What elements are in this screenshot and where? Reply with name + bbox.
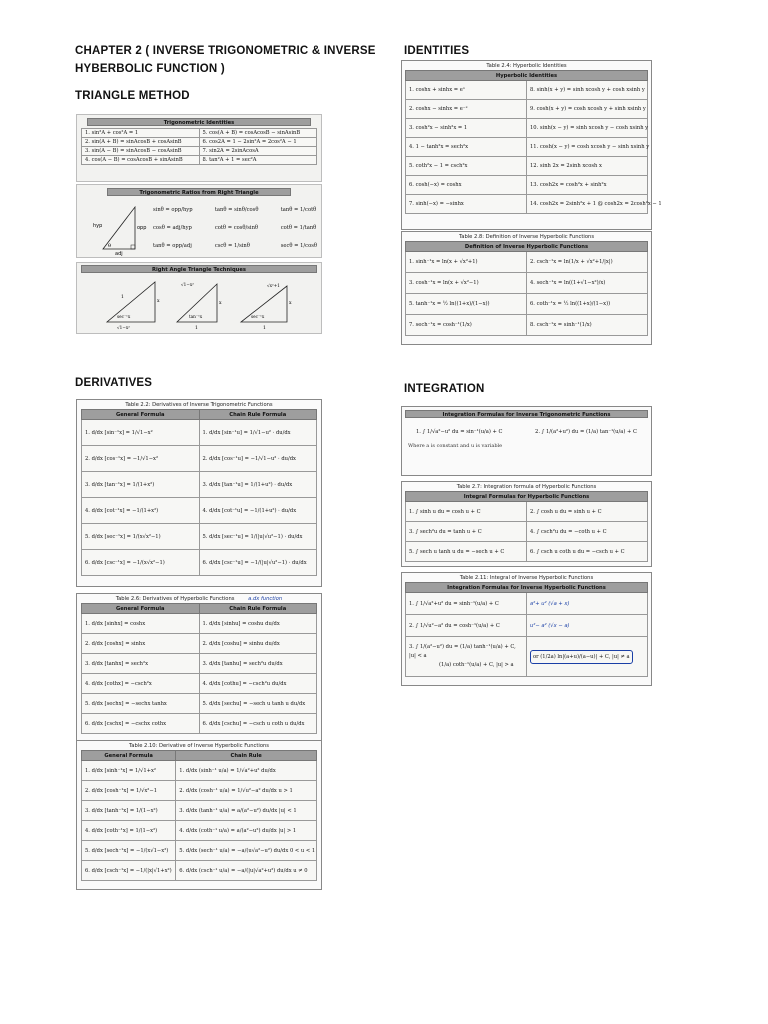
table-cell: 5. d/dx [sech⁻¹x] = −1/(x√1−x²)	[82, 841, 176, 861]
table-cell: 5. coth²x − 1 = csch²x	[406, 157, 527, 176]
deriv-inv-hyp-table	[81, 750, 317, 881]
col-header-general: General Formula	[82, 410, 200, 420]
ratio-cos: cosθ = adj/hyp	[153, 225, 192, 231]
table-cell: 4. cos(A − B) = cosAcosB + sinAsinB	[82, 156, 200, 165]
table-cell: 5. tanh⁻¹x = ½ ln((1+x)/(1−x))	[406, 294, 527, 315]
integ-inv-trig-block	[401, 406, 652, 476]
table-cell: 8. csch⁻¹x = sinh⁻¹(1/x)	[527, 315, 648, 336]
hyp-identities-header: Hyperbolic Identities	[406, 71, 648, 81]
table-cell: 12. sinh 2x = 2sinh xcosh x	[527, 157, 648, 176]
integ-hyp-header: Integral Formulas for Hyperbolic Functions	[406, 492, 648, 502]
trig-identities-panel	[76, 114, 322, 182]
table-cell: 3. cosh⁻¹x = ln(x + √x²−1)	[406, 273, 527, 294]
table-cell: 4. 1 − tanh²x = sech²x	[406, 138, 527, 157]
table-cell: 3. d/dx [tanhu] = sech²u du/dx	[199, 654, 317, 674]
table-cell	[527, 615, 648, 637]
r3-ln-form: or (1/2a) ln|(a+u)/(a−u)| + C, |u| ≠ a	[530, 650, 633, 664]
table-cell: 5. cos(A + B) = cosAcosB − sinAsinB	[199, 129, 317, 138]
triangle-3	[241, 283, 292, 331]
t1-side: x	[157, 299, 160, 304]
table-cell: 4. d/dx [cot⁻¹u] = −1/(1+u²) · du/dx	[199, 498, 317, 524]
handnote-1: a²+ u² (√a + x)	[530, 600, 570, 607]
ratio-tan-2: tanθ = sinθ/cosθ	[214, 207, 259, 213]
table-cell: 3. cosh²x − sinh²x = 1	[406, 119, 527, 138]
t3-angle: sec⁻¹x	[251, 314, 265, 319]
table-cell: 1. d/dx [sinhx] = coshx	[82, 614, 200, 634]
integ-formula-2: 2. ∫ 1/(a²+u²) du = (1/a) tan⁻¹(u/a) + C	[535, 429, 637, 435]
integ-inv-trig-note: Where a is constant and u is variable	[408, 443, 503, 449]
col-header-chain: Chain Rule Formula	[199, 410, 317, 420]
chapter-title	[75, 42, 376, 78]
integ-inv-trig-header: Integration Formulas for Inverse Trigonometric Functions	[405, 410, 648, 418]
trig-ratios-header: Trigonometric Ratios from Right Triangle	[107, 188, 291, 196]
hyp-label: hyp	[93, 223, 103, 229]
table-cell: 14. cosh2x = 2sinh²x + 1 @ cosh2x = 2cosh²x − 1	[527, 195, 648, 214]
t2-base: 1	[195, 326, 198, 331]
table-cell: 4. sech⁻¹x = ln((1+√1−x²)/x)	[527, 273, 648, 294]
table-cell: 6. d/dx [csc⁻¹x] = −1/(x√x²−1)	[82, 550, 200, 576]
table-cell: 3. d/dx [tanh⁻¹x] = 1/(1−x²)	[82, 801, 176, 821]
chapter-title-line1: CHAPTER 2 ( INVERSE TRIGONOMETRIC & INVERSE	[75, 45, 376, 57]
adj-label: adj	[115, 251, 123, 257]
col-header-chain: Chain Rule	[176, 751, 317, 761]
table-cell: 3. d/dx [tan⁻¹x] = 1/(1+x²)	[82, 472, 200, 498]
table-cell: 3. d/dx [tan⁻¹u] = 1/(1+u²) · du/dx	[199, 472, 317, 498]
table-cell: 13. cosh2x = cosh²x + sinh²x	[527, 176, 648, 195]
deriv-inv-hyp-block	[76, 740, 322, 890]
table-cell: 2. csch⁻¹x = ln(1/x + √x²+1/|x|)	[527, 252, 648, 273]
table-cell: 2. d/dx [coshu] = sinhu du/dx	[199, 634, 317, 654]
table-cell: 4. d/dx [cot⁻¹x] = −1/(1+x²)	[82, 498, 200, 524]
ratio-col-2	[215, 201, 259, 255]
table-cell: 6. d/dx (csch⁻¹ u/a) = −a/(|u|√a²+u²) du/dx u ≠ 0	[176, 861, 317, 881]
table-cell: 5. d/dx [sec⁻¹x] = 1/(x√x²−1)	[82, 524, 200, 550]
table-cell: 1. sin²A + cos²A = 1	[82, 129, 200, 138]
t3-base: 1	[263, 326, 266, 331]
ratio-col-3	[281, 201, 317, 255]
t1-hyp: 1	[121, 295, 124, 300]
inv-hyp-def-caption: Table 2.8: Definition of Inverse Hyperbolic Functions	[458, 234, 595, 240]
table-cell: 3. d/dx (tanh⁻¹ u/a) = a/(a²−u²) du/dx |u| < 1	[176, 801, 317, 821]
trig-identities-table	[81, 128, 317, 165]
integ-hyp-table	[405, 491, 648, 562]
table-cell: 1. d/dx [sinhu] = coshu du/dx	[199, 614, 317, 634]
table-cell: 4. d/dx [cothx] = −csch²x	[82, 674, 200, 694]
table-cell: 1. sinh⁻¹x = ln(x + √x²+1)	[406, 252, 527, 273]
t1-angle: sec⁻¹x	[117, 314, 131, 319]
deriv-hyp-caption-row	[77, 596, 321, 602]
integ-formula-1: 1. ∫ 1/√a²−u² du = sin⁻¹(u/a) + C	[416, 429, 503, 435]
table-cell: 1. d/dx [sinh⁻¹x] = 1/√1+x²	[82, 761, 176, 781]
deriv-inv-hyp-caption: Table 2.10: Derivative of Inverse Hyperbolic Functions	[128, 743, 269, 749]
trig-ratios-panel	[76, 184, 322, 258]
table-cell: 6. d/dx [csc⁻¹u] = −1/(|u|√u²−1) · du/dx	[199, 550, 317, 576]
hyp-identities-block	[401, 60, 662, 230]
trig-identities-header: Trigonometric Identities	[87, 118, 311, 126]
deriv-hyp-block	[76, 593, 322, 741]
chapter-title-line2: HYBERBOLIC FUNCTION )	[75, 63, 225, 75]
table-cell: 1. d/dx [sin⁻¹x] = 1/√1−x²	[82, 420, 200, 446]
ratio-tan-3: tanθ = 1/cotθ	[280, 207, 317, 213]
table-cell: 1. d/dx [sin⁻¹u] = 1/√1−u² · du/dx	[199, 420, 317, 446]
inv-hyp-def-table	[405, 241, 648, 336]
table-cell: 8. tan²A + 1 = sec²A	[199, 156, 317, 165]
ratio-columns	[153, 201, 317, 255]
integ-hyp-caption: Table 2.7: Integration formula of Hyperbolic Functions	[456, 484, 597, 490]
right-triangle-diagram	[83, 199, 147, 257]
t2-side: x	[219, 301, 222, 306]
table-cell: 6. ∫ csch u coth u du = −csch u + C	[527, 542, 648, 562]
handnote-2: u²− a² (√x − a)	[530, 622, 570, 629]
table-cell: 2. sin(A + B) = sinAcosB + cosAsinB	[82, 138, 200, 147]
integ-inv-trig-formulas	[402, 421, 651, 435]
table-cell: 7. sinh(−x) = −sinhx	[406, 195, 527, 214]
ratio-col-1	[153, 201, 193, 255]
table-cell: 1. ∫ sinh u du = cosh u + C	[406, 502, 527, 522]
col-header-general: General Formula	[82, 604, 200, 614]
hyp-identities-caption: Table 2.4: Hyperbolic Identities	[486, 63, 567, 69]
theta-label: θ	[108, 243, 112, 249]
triangle-2	[177, 282, 222, 331]
table-cell: 3. sin(A − B) = sinAcosB − cosAsinB	[82, 147, 200, 156]
table-cell: 4. d/dx (coth⁻¹ u/a) = a/(a²−u²) du/dx |u| > 1	[176, 821, 317, 841]
t2-angle: tan⁻¹x	[189, 314, 203, 319]
table-cell: 3. d/dx [tanhx] = sech²x	[82, 654, 200, 674]
r3-coth: (1/a) coth⁻¹(u/a) + C, |u| > a	[439, 662, 514, 668]
table-cell: 2. d/dx [cosh⁻¹x] = 1/√x²−1	[82, 781, 176, 801]
ratio-tan: tanθ = opp/adj	[153, 243, 192, 249]
integ-inv-hyp-block	[401, 572, 652, 686]
table-cell: 2. d/dx [cos⁻¹x] = −1/√1−x²	[82, 446, 200, 472]
ratio-sin: sinθ = opp/hyp	[153, 207, 193, 213]
ratio-cot-2: cotθ = 1/tanθ	[280, 225, 317, 231]
table-cell: 2. coshx − sinhx = e⁻ˣ	[406, 100, 527, 119]
col-header-chain: Chain Rule Formula	[199, 604, 317, 614]
table-cell	[527, 593, 648, 615]
t3-top: √x²+1	[267, 283, 280, 288]
inv-hyp-def-block	[401, 231, 652, 345]
deriv-inv-trig-block	[76, 399, 322, 587]
hyp-identities-table	[405, 70, 662, 214]
table-cell: 2. ∫ 1/√u²−a² du = cosh⁻¹(u/a) + C	[406, 615, 527, 637]
table-cell: 3. ∫ sech²u du = tanh u + C	[406, 522, 527, 542]
ratio-cot: cotθ = cosθ/sinθ	[214, 225, 259, 231]
table-cell: 7. sin2A = 2sinAcosA	[199, 147, 317, 156]
table-cell: 6. d/dx [cschx] = −cschx cothx	[82, 714, 200, 734]
identities-heading: IDENTITIES	[404, 45, 470, 57]
table-cell: 6. d/dx [csch⁻¹x] = −1/(|x|√1+x²)	[82, 861, 176, 881]
inv-hyp-def-header: Definition of Inverse Hyperbolic Functions	[406, 242, 648, 252]
table-cell: 5. d/dx [sechx] = −sechx tanhx	[82, 694, 200, 714]
deriv-hyp-handnote: a.dx function	[248, 596, 283, 602]
table-cell	[406, 637, 527, 677]
table-cell: 6. coth⁻¹x = ½ ln((1+x)/(1−x))	[527, 294, 648, 315]
table-cell: 8. sinh(x + y) = sinh xcosh y + cosh xsinh y	[527, 81, 648, 100]
table-cell: 4. ∫ csch²u du = −coth u + C	[527, 522, 648, 542]
ratio-csc: cscθ = 1/sinθ	[214, 243, 250, 249]
table-cell: 9. cosh(x + y) = cosh xcosh y + sinh xsinh y	[527, 100, 648, 119]
table-cell: 5. d/dx (sech⁻¹ u/a) = −a/(u√a²−u²) du/dx 0 < u < 1	[176, 841, 317, 861]
right-angle-panel	[76, 262, 322, 334]
table-cell: 6. cos2A = 1 − 2sin²A = 2cos²A − 1	[199, 138, 317, 147]
triangle-method-heading: TRIANGLE METHOD	[75, 90, 190, 102]
col-header-general: General Formula	[82, 751, 176, 761]
table-cell: 5. d/dx [sechu] = −sech u tanh u du/dx	[199, 694, 317, 714]
table-cell: 5. d/dx [sec⁻¹u] = 1/(|u|√u²−1) · du/dx	[199, 524, 317, 550]
integ-inv-hyp-header: Integration Formulas for Inverse Hyperbolic Functions	[406, 583, 648, 593]
table-cell: 4. d/dx [coth⁻¹x] = 1/(1−x²)	[82, 821, 176, 841]
right-angle-header: Right Angle Triangle Techniques	[81, 265, 317, 273]
integ-inv-hyp-caption: Table 2.11: Integral of Inverse Hyperbolic Functions	[459, 575, 594, 581]
table-cell: 6. cosh(−x) = coshx	[406, 176, 527, 195]
derivatives-heading: DERIVATIVES	[75, 377, 153, 389]
table-cell: 6. d/dx [cschu] = −csch u coth u du/dx	[199, 714, 317, 734]
table-cell: 2. d/dx [cos⁻¹u] = −1/√1−u² · du/dx	[199, 446, 317, 472]
deriv-inv-trig-caption: Table 2.2: Derivatives of Inverse Trigonometric Functions	[125, 402, 273, 408]
integration-heading: INTEGRATION	[404, 383, 485, 395]
table-cell: 2. ∫ cosh u du = sinh u + C	[527, 502, 648, 522]
t2-top: √1−x²	[181, 282, 194, 287]
t1-base: √1−x²	[117, 325, 130, 330]
table-cell: 1. d/dx (sinh⁻¹ u/a) = 1/√a²+u² du/dx	[176, 761, 317, 781]
table-cell: 10. sinh(x − y) = sinh xcosh y − cosh xsinh y	[527, 119, 648, 138]
table-cell: 1. ∫ 1/√a²+u² du = sinh⁻¹(u/a) + C	[406, 593, 527, 615]
triangle-technique-diagrams	[77, 274, 321, 332]
ratio-sec: secθ = 1/cosθ	[280, 243, 317, 249]
deriv-hyp-caption: Table 2.6: Derivatives of Hyperbolic Functions	[115, 596, 235, 602]
table-cell: 11. cosh(x − y) = cosh xcosh y − sinh xsinh y	[527, 138, 648, 157]
r3-tanh: 3. ∫ 1/(a²−u²) du = (1/a) tanh⁻¹(u/a) + C, |u| < a	[409, 644, 516, 659]
integ-inv-hyp-table	[405, 582, 648, 677]
table-cell	[527, 637, 648, 677]
integ-hyp-block	[401, 481, 652, 567]
table-cell: 5. ∫ sech u tanh u du = −sech u + C	[406, 542, 527, 562]
table-cell: 2. d/dx (cosh⁻¹ u/a) = 1/√u²−a² du/dx u > 1	[176, 781, 317, 801]
table-cell: 4. d/dx [cothu] = −csch²u du/dx	[199, 674, 317, 694]
table-cell: 1. coshx + sinhx = eˣ	[406, 81, 527, 100]
opp-label: opp	[137, 225, 147, 231]
t3-side: x	[289, 301, 292, 306]
table-cell: 7. sech⁻¹x = cosh⁻¹(1/x)	[406, 315, 527, 336]
triangle-1	[107, 282, 160, 330]
table-cell: 2. d/dx [coshx] = sinhx	[82, 634, 200, 654]
deriv-hyp-table	[81, 603, 317, 734]
deriv-inv-trig-table	[81, 409, 317, 576]
